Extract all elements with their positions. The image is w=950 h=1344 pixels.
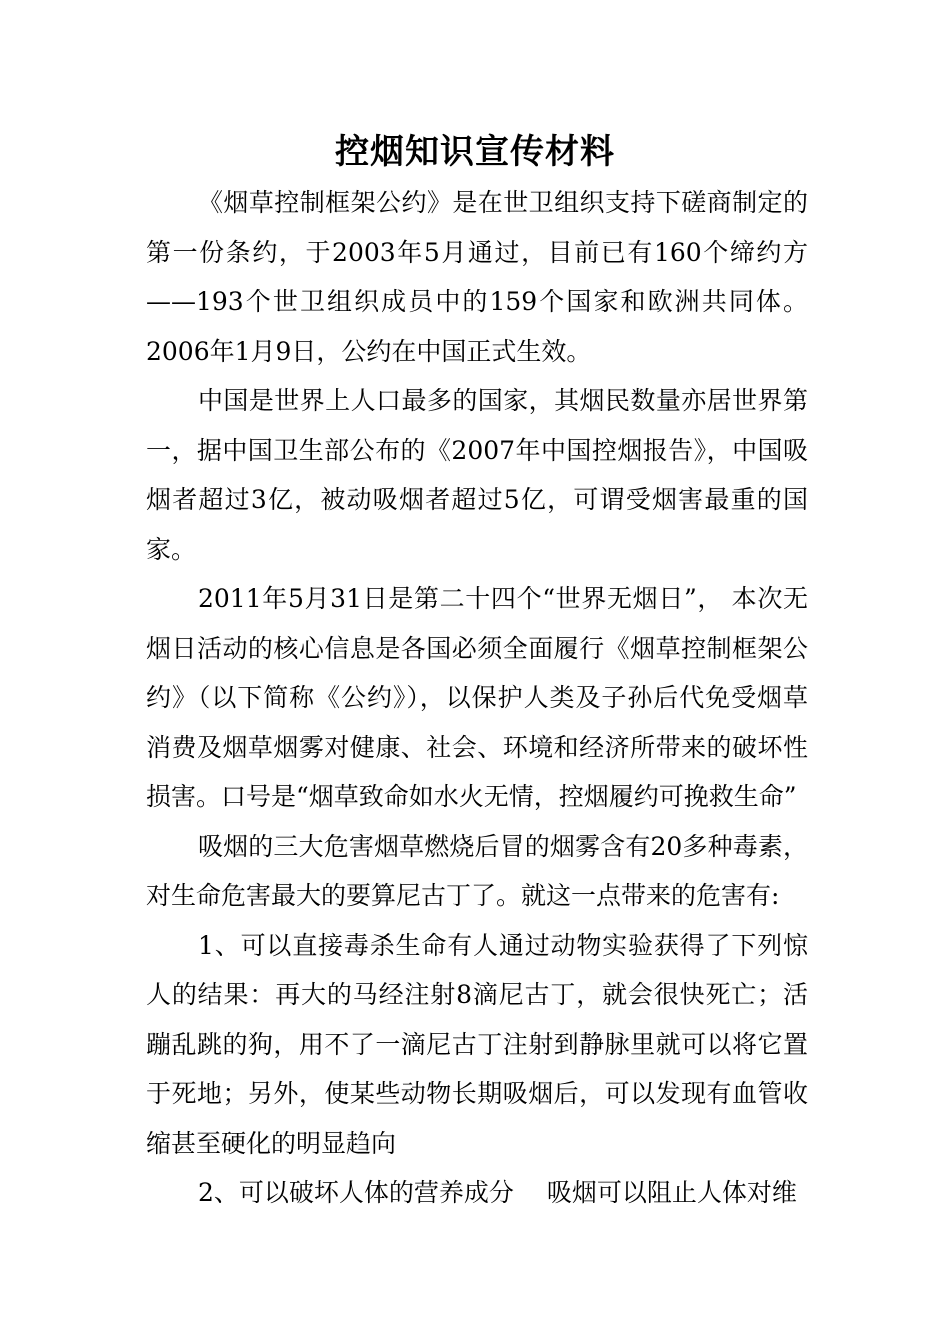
document-body bbox=[146, 178, 808, 1218]
paragraph-china-smokers: 中国是世界上人口最多的国家，其烟民数量亦居世界第一，据中国卫生部公布的《2007年中国控烟报告》，中国吸烟者超过3亿，被动吸烟者超过5亿，可谓受烟害最重的国家。 bbox=[146, 386, 808, 564]
paragraph-three-hazards: 吸烟的三大危害烟草燃烧后冒的烟雾含有20多种毒素，对生命危害最大的要算尼古丁了。就这一点带来的危害有: bbox=[146, 831, 808, 910]
paragraph-hazard-2: 2、可以破坏人体的营养成分 吸烟可以阻止人体对维 bbox=[198, 1178, 797, 1207]
paragraph-world-no-tobacco-day: 2011年5月31日是第二十四个“世界无烟日”， 本次无烟日活动的核心信息是各国必须全面履行《烟草控制框架公约》（以下简称《公约》），以保护人类及子孙后代免受烟草消费及烟草烟雾对健康、社会、环境和经济所带来的破坏性损害。口号是“烟草致命如水火无情，控烟履约可挽救生命” bbox=[146, 584, 808, 811]
document-title: 控烟知识宣传材料 bbox=[335, 132, 615, 172]
paragraph-fctc: 《烟草控制框架公约》是在世卫组织支持下磋商制定的第一份条约，于2003年5月通过，目前已有160个缔约方——193个世卫组织成员中的159个国家和欧洲共同体。2006年1月9日，公约在中国正式生效。 bbox=[146, 188, 808, 366]
paragraph-hazard-1: 1、可以直接毒杀生命有人通过动物实验获得了下列惊人的结果：再大的马经注射8滴尼古丁，就会很快死亡；活蹦乱跳的狗，用不了一滴尼古丁注射到静脉里就可以将它置于死地；另外，使某些动物长期吸烟后，可以发现有血管收缩甚至硬化的明显趋向 bbox=[146, 930, 808, 1158]
